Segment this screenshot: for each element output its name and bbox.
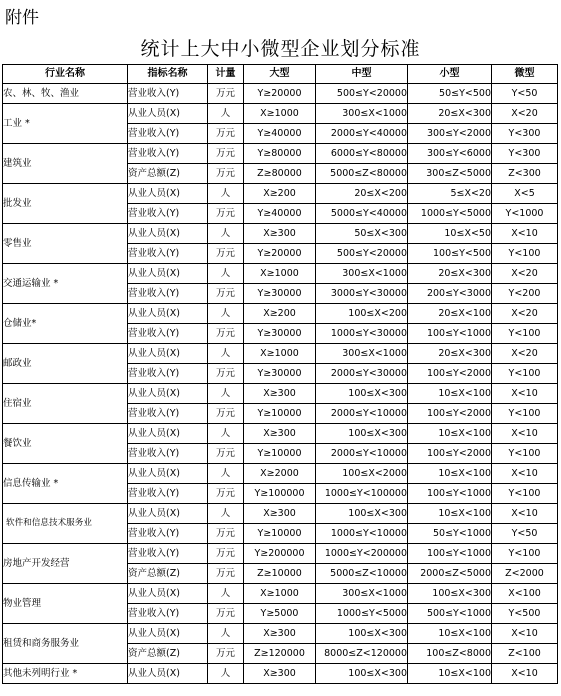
large-threshold: Y≥10000 [244, 444, 316, 464]
header-metric: 指标名称 [128, 65, 208, 84]
metric-name: 从业人员(X) [128, 104, 208, 124]
industry-name: 餐饮业 [3, 424, 128, 464]
metric-name: 营业收入(Y) [128, 484, 208, 504]
large-threshold: Y≥30000 [244, 364, 316, 384]
header-medium: 中型 [316, 65, 408, 84]
medium-threshold: 1000≤Y<200000 [316, 544, 408, 564]
large-threshold: Y≥10000 [244, 404, 316, 424]
micro-threshold: Y<100 [492, 484, 558, 504]
industry-name: 工业 * [3, 104, 128, 144]
medium-threshold: 300≤X<1000 [316, 264, 408, 284]
metric-name: 资产总额(Z) [128, 564, 208, 584]
industry-name: 租赁和商务服务业 [3, 624, 128, 664]
large-threshold: Y≥40000 [244, 124, 316, 144]
medium-threshold: 1000≤Y<10000 [316, 524, 408, 544]
header-small: 小型 [408, 65, 492, 84]
micro-threshold: Y<50 [492, 524, 558, 544]
metric-name: 营业收入(Y) [128, 284, 208, 304]
industry-name: 农、林、牧、渔业 [3, 84, 128, 104]
metric-name: 从业人员(X) [128, 224, 208, 244]
medium-threshold: 5000≤Y<40000 [316, 204, 408, 224]
large-threshold: Y≥30000 [244, 324, 316, 344]
table-row [3, 184, 558, 204]
unit-cell: 人 [208, 464, 244, 484]
small-threshold: 5≤X<20 [408, 184, 492, 204]
medium-threshold: 100≤X<300 [316, 504, 408, 524]
unit-cell: 人 [208, 344, 244, 364]
medium-threshold: 2000≤Y<30000 [316, 364, 408, 384]
unit-cell: 万元 [208, 524, 244, 544]
medium-threshold: 2000≤Y<10000 [316, 404, 408, 424]
micro-threshold: X<20 [492, 344, 558, 364]
industry-name: 交通运输业 * [3, 264, 128, 304]
industry-name: 软件和信息技术服务业 [3, 504, 128, 544]
large-threshold: Y≥200000 [244, 544, 316, 564]
metric-name: 从业人员(X) [128, 664, 208, 684]
medium-threshold: 100≤X<300 [316, 624, 408, 644]
large-threshold: Z≥10000 [244, 564, 316, 584]
table-body [3, 84, 558, 684]
large-threshold: Z≥120000 [244, 644, 316, 664]
small-threshold: 20≤X<300 [408, 104, 492, 124]
unit-cell: 万元 [208, 364, 244, 384]
unit-cell: 人 [208, 424, 244, 444]
metric-name: 从业人员(X) [128, 424, 208, 444]
large-threshold: Y≥40000 [244, 204, 316, 224]
micro-threshold: Z<100 [492, 644, 558, 664]
table-row [3, 144, 558, 164]
large-threshold: X≥1000 [244, 344, 316, 364]
header-industry: 行业名称 [3, 65, 128, 84]
small-threshold: 200≤Y<3000 [408, 284, 492, 304]
metric-name: 从业人员(X) [128, 584, 208, 604]
metric-name: 从业人员(X) [128, 184, 208, 204]
micro-threshold: X<10 [492, 384, 558, 404]
micro-threshold: X<10 [492, 424, 558, 444]
metric-name: 从业人员(X) [128, 464, 208, 484]
metric-name: 营业收入(Y) [128, 604, 208, 624]
metric-name: 营业收入(Y) [128, 444, 208, 464]
industry-name: 批发业 [3, 184, 128, 224]
table-row [3, 304, 558, 324]
unit-cell: 人 [208, 224, 244, 244]
small-threshold: 300≤Y<2000 [408, 124, 492, 144]
micro-threshold: X<10 [492, 664, 558, 684]
large-threshold: X≥300 [244, 384, 316, 404]
unit-cell: 万元 [208, 204, 244, 224]
small-threshold: 300≤Y<6000 [408, 144, 492, 164]
medium-threshold: 500≤Y<20000 [316, 244, 408, 264]
micro-threshold: Y<100 [492, 244, 558, 264]
micro-threshold: Y<300 [492, 144, 558, 164]
unit-cell: 人 [208, 104, 244, 124]
micro-threshold: X<10 [492, 504, 558, 524]
micro-threshold: X<10 [492, 224, 558, 244]
unit-cell: 万元 [208, 324, 244, 344]
metric-name: 从业人员(X) [128, 624, 208, 644]
metric-name: 营业收入(Y) [128, 124, 208, 144]
large-threshold: Z≥80000 [244, 164, 316, 184]
medium-threshold: 300≤X<1000 [316, 104, 408, 124]
metric-name: 资产总额(Z) [128, 164, 208, 184]
unit-cell: 人 [208, 264, 244, 284]
small-threshold: 100≤Y<2000 [408, 364, 492, 384]
small-threshold: 100≤Y<1000 [408, 484, 492, 504]
large-threshold: Y≥30000 [244, 284, 316, 304]
medium-threshold: 100≤X<300 [316, 424, 408, 444]
micro-threshold: Y<100 [492, 544, 558, 564]
unit-cell: 人 [208, 304, 244, 324]
large-threshold: X≥300 [244, 664, 316, 684]
micro-threshold: X<10 [492, 464, 558, 484]
metric-name: 从业人员(X) [128, 344, 208, 364]
micro-threshold: Z<300 [492, 164, 558, 184]
micro-threshold: X<20 [492, 264, 558, 284]
industry-name: 房地产开发经营 [3, 544, 128, 584]
medium-threshold: 1000≤Y<100000 [316, 484, 408, 504]
large-threshold: Y≥20000 [244, 244, 316, 264]
medium-threshold: 100≤X<300 [316, 664, 408, 684]
micro-threshold: Y<100 [492, 404, 558, 424]
unit-cell: 万元 [208, 284, 244, 304]
micro-threshold: Y<300 [492, 124, 558, 144]
micro-threshold: Y<100 [492, 324, 558, 344]
small-threshold: 100≤Y<1000 [408, 324, 492, 344]
unit-cell: 万元 [208, 404, 244, 424]
medium-threshold: 5000≤Z<80000 [316, 164, 408, 184]
unit-cell: 万元 [208, 644, 244, 664]
large-threshold: X≥200 [244, 184, 316, 204]
metric-name: 从业人员(X) [128, 304, 208, 324]
small-threshold: 2000≤Z<5000 [408, 564, 492, 584]
small-threshold: 500≤Y<1000 [408, 604, 492, 624]
medium-threshold: 6000≤Y<80000 [316, 144, 408, 164]
medium-threshold: 100≤X<2000 [316, 464, 408, 484]
small-threshold: 100≤Y<1000 [408, 544, 492, 564]
table-row [3, 504, 558, 524]
page-title: 统计上大中小微型企业划分标准 [140, 38, 421, 60]
table-row [3, 624, 558, 644]
small-threshold: 100≤Y<2000 [408, 404, 492, 424]
medium-threshold: 300≤X<1000 [316, 344, 408, 364]
industry-name: 零售业 [3, 224, 128, 264]
micro-threshold: Y<500 [492, 604, 558, 624]
unit-cell: 万元 [208, 484, 244, 504]
industry-name: 邮政业 [3, 344, 128, 384]
metric-name: 从业人员(X) [128, 504, 208, 524]
small-threshold: 10≤X<100 [408, 624, 492, 644]
table-row [3, 384, 558, 404]
unit-cell: 万元 [208, 124, 244, 144]
table-row [3, 464, 558, 484]
micro-threshold: X<100 [492, 584, 558, 604]
small-threshold: 100≤X<300 [408, 584, 492, 604]
industry-name: 信息传输业 * [3, 464, 128, 504]
unit-cell: 人 [208, 384, 244, 404]
medium-threshold: 3000≤Y<30000 [316, 284, 408, 304]
metric-name: 营业收入(Y) [128, 324, 208, 344]
unit-cell: 人 [208, 624, 244, 644]
small-threshold: 100≤Z<8000 [408, 644, 492, 664]
industry-name: 建筑业 [3, 144, 128, 184]
small-threshold: 20≤X<300 [408, 344, 492, 364]
small-threshold: 10≤X<100 [408, 504, 492, 524]
micro-threshold: Y<100 [492, 364, 558, 384]
table-header-row [3, 65, 558, 84]
micro-threshold: Y<1000 [492, 204, 558, 224]
industry-name: 物业管理 [3, 584, 128, 624]
table-row [3, 104, 558, 124]
medium-threshold: 50≤X<300 [316, 224, 408, 244]
table-row [3, 224, 558, 244]
unit-cell: 万元 [208, 244, 244, 264]
large-threshold: X≥1000 [244, 104, 316, 124]
unit-cell: 万元 [208, 144, 244, 164]
table-row [3, 664, 558, 684]
small-threshold: 10≤X<50 [408, 224, 492, 244]
medium-threshold: 2000≤Y<40000 [316, 124, 408, 144]
metric-name: 从业人员(X) [128, 264, 208, 284]
table-row [3, 584, 558, 604]
medium-threshold: 8000≤Z<120000 [316, 644, 408, 664]
industry-name: 仓储业* [3, 304, 128, 344]
large-threshold: X≥200 [244, 304, 316, 324]
unit-cell: 万元 [208, 564, 244, 584]
unit-cell: 万元 [208, 164, 244, 184]
micro-threshold: Y<50 [492, 84, 558, 104]
micro-threshold: Z<2000 [492, 564, 558, 584]
medium-threshold: 100≤X<200 [316, 304, 408, 324]
small-threshold: 20≤X<300 [408, 264, 492, 284]
small-threshold: 1000≤Y<5000 [408, 204, 492, 224]
small-threshold: 10≤X<100 [408, 664, 492, 684]
table-row [3, 264, 558, 284]
small-threshold: 50≤Y<500 [408, 84, 492, 104]
small-threshold: 300≤Z<5000 [408, 164, 492, 184]
large-threshold: X≥1000 [244, 264, 316, 284]
small-threshold: 100≤Y<500 [408, 244, 492, 264]
micro-threshold: X<10 [492, 624, 558, 644]
metric-name: 资产总额(Z) [128, 644, 208, 664]
unit-cell: 万元 [208, 84, 244, 104]
large-threshold: X≥1000 [244, 584, 316, 604]
header-micro: 微型 [492, 65, 558, 84]
unit-cell: 万元 [208, 604, 244, 624]
large-threshold: X≥2000 [244, 464, 316, 484]
medium-threshold: 300≤X<1000 [316, 584, 408, 604]
medium-threshold: 1000≤Y<5000 [316, 604, 408, 624]
classification-table [2, 64, 558, 684]
medium-threshold: 5000≤Z<10000 [316, 564, 408, 584]
large-threshold: X≥300 [244, 624, 316, 644]
table-row [3, 84, 558, 104]
medium-threshold: 20≤X<200 [316, 184, 408, 204]
small-threshold: 50≤Y<1000 [408, 524, 492, 544]
micro-threshold: X<20 [492, 304, 558, 324]
table-row [3, 424, 558, 444]
small-threshold: 10≤X<100 [408, 464, 492, 484]
annex-label: 附件 [5, 8, 39, 28]
metric-name: 从业人员(X) [128, 384, 208, 404]
metric-name: 营业收入(Y) [128, 544, 208, 564]
metric-name: 营业收入(Y) [128, 244, 208, 264]
small-threshold: 20≤X<100 [408, 304, 492, 324]
header-unit: 计量 [208, 65, 244, 84]
metric-name: 营业收入(Y) [128, 364, 208, 384]
header-large: 大型 [244, 65, 316, 84]
medium-threshold: 100≤X<300 [316, 384, 408, 404]
metric-name: 营业收入(Y) [128, 84, 208, 104]
large-threshold: X≥300 [244, 224, 316, 244]
small-threshold: 10≤X<100 [408, 424, 492, 444]
micro-threshold: Y<100 [492, 444, 558, 464]
micro-threshold: X<5 [492, 184, 558, 204]
medium-threshold: 2000≤Y<10000 [316, 444, 408, 464]
large-threshold: X≥300 [244, 424, 316, 444]
micro-threshold: Y<200 [492, 284, 558, 304]
large-threshold: X≥300 [244, 504, 316, 524]
table-row [3, 544, 558, 564]
large-threshold: Y≥20000 [244, 84, 316, 104]
small-threshold: 10≤X<100 [408, 384, 492, 404]
large-threshold: Y≥100000 [244, 484, 316, 504]
micro-threshold: X<20 [492, 104, 558, 124]
metric-name: 营业收入(Y) [128, 144, 208, 164]
unit-cell: 人 [208, 664, 244, 684]
large-threshold: Y≥10000 [244, 524, 316, 544]
large-threshold: Y≥5000 [244, 604, 316, 624]
small-threshold: 100≤Y<2000 [408, 444, 492, 464]
industry-name: 其他未列明行业 * [3, 664, 128, 684]
large-threshold: Y≥80000 [244, 144, 316, 164]
metric-name: 营业收入(Y) [128, 204, 208, 224]
unit-cell: 人 [208, 504, 244, 524]
medium-threshold: 500≤Y<20000 [316, 84, 408, 104]
unit-cell: 人 [208, 184, 244, 204]
unit-cell: 万元 [208, 444, 244, 464]
unit-cell: 万元 [208, 544, 244, 564]
medium-threshold: 1000≤Y<30000 [316, 324, 408, 344]
metric-name: 营业收入(Y) [128, 524, 208, 544]
industry-name: 住宿业 [3, 384, 128, 424]
metric-name: 营业收入(Y) [128, 404, 208, 424]
table-row [3, 344, 558, 364]
unit-cell: 人 [208, 584, 244, 604]
